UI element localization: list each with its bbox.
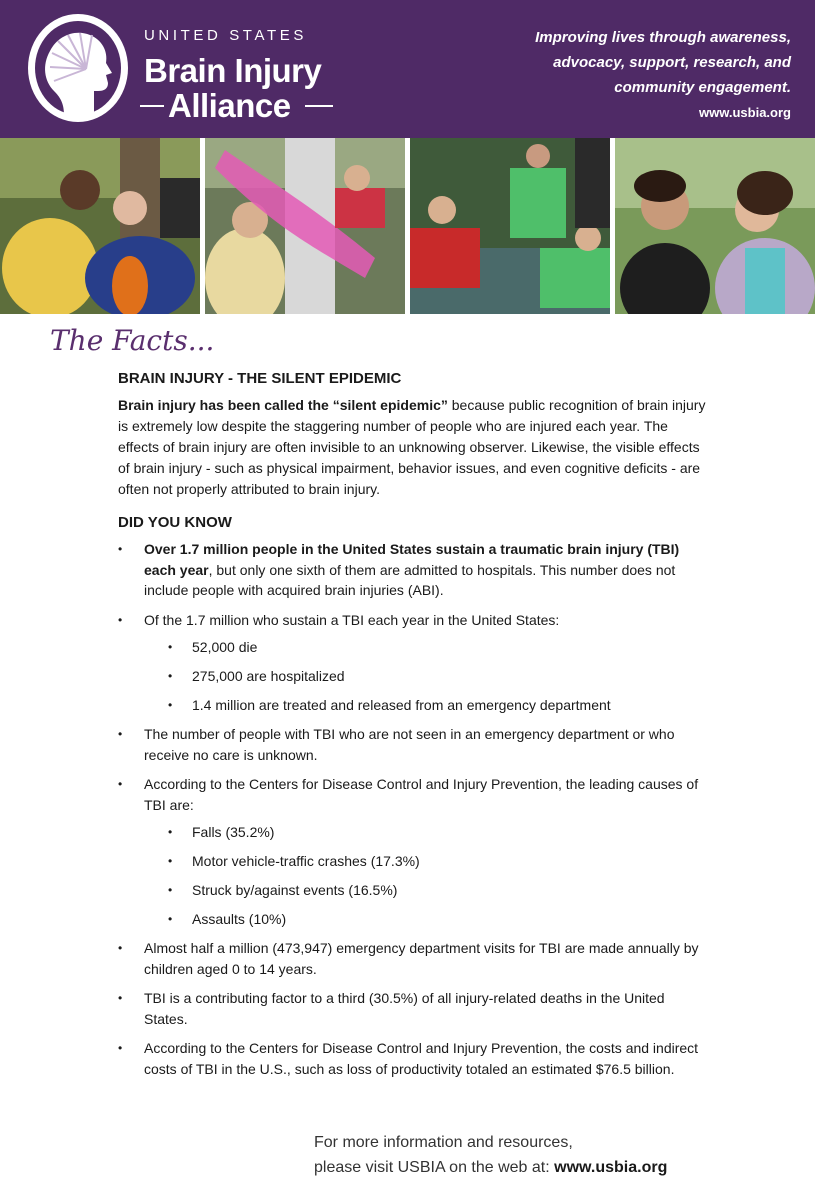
photo-wheelchair-handshake bbox=[410, 138, 610, 314]
brain-alliance-logo-icon bbox=[24, 11, 132, 125]
footer-text: please visit USBIA on the web at: bbox=[314, 1159, 555, 1176]
facts-title: The Facts... bbox=[50, 324, 215, 357]
fact-text: According to the Centers for Disease Control and Injury Prevention, the leading causes of TBI are: bbox=[144, 776, 699, 813]
org-top-label: UNITED STATES bbox=[144, 27, 307, 44]
section-heading-silent-epidemic: BRAIN INJURY - THE SILENT EPIDEMIC bbox=[118, 370, 402, 387]
list-item: • According to the Centers for Disease Control and Injury Prevention, the costs and indirect costs of TBI in the U.S., such as loss of productivity totaled an estimated $76.5 billion. bbox=[118, 1038, 708, 1079]
org-name-rule-right bbox=[305, 105, 333, 107]
facts-list bbox=[118, 539, 708, 1079]
footer-website-link[interactable]: www.usbia.org bbox=[554, 1159, 668, 1176]
org-name-line1: Brain Injury bbox=[144, 52, 322, 89]
header-banner bbox=[0, 0, 815, 138]
intro-bold-lead: Brain injury has been called the “silent epidemic” bbox=[118, 397, 448, 413]
tagline-line: Improving lives through awareness, bbox=[535, 29, 791, 46]
sub-list-item: • 1.4 million are treated and released from an emergency department bbox=[144, 695, 708, 715]
org-name-rule-left bbox=[140, 105, 164, 107]
sub-list-item: • 275,000 are hospitalized bbox=[144, 666, 708, 686]
sub-list-item: • Struck by/against events (16.5%) bbox=[144, 880, 708, 900]
photo-two-women-smiling bbox=[615, 138, 815, 314]
list-item bbox=[118, 774, 708, 929]
footer-line1: For more information and resources, bbox=[314, 1134, 573, 1151]
intro-text: because public recognition of brain injury is extremely low despite the staggering number of people who are injured each year. The effects of brain injury are often invisible to an unknowing observer. Likewise, the visible effects of brain injury - such as physical impairment, behavior issues, and even cognitive deficits - are often not properly attributed to brain injury. bbox=[118, 397, 706, 497]
header-website: www.usbia.org bbox=[699, 105, 791, 120]
fact-text: , but only one sixth of them are admitted to hospitals. This number does not include people with acquired brain injuries (ABI). bbox=[144, 561, 676, 598]
tagline bbox=[481, 25, 791, 100]
list-item bbox=[118, 610, 708, 716]
list-item bbox=[118, 539, 708, 601]
sub-list-item: • Falls (35.2%) bbox=[144, 822, 708, 842]
list-item: • The number of people with TBI who are not seen in an emergency department or who receive no care is unknown. bbox=[118, 724, 708, 765]
more-info-footer bbox=[314, 1130, 667, 1180]
sub-list-item: • 52,000 die bbox=[144, 637, 708, 657]
list-item: • Almost half a million (473,947) emergency department visits for TBI are made annually by children aged 0 to 14 years. bbox=[118, 938, 708, 979]
photo-woman-pink-scarf bbox=[205, 138, 405, 314]
tagline-line: community engagement. bbox=[614, 79, 791, 96]
photo-two-people-outdoors bbox=[0, 138, 200, 314]
intro-paragraph bbox=[118, 395, 708, 500]
sub-list-item: • Motor vehicle-traffic crashes (17.3%) bbox=[144, 851, 708, 871]
fact-text: Of the 1.7 million who sustain a TBI each year in the United States: bbox=[144, 611, 560, 628]
photo-strip bbox=[0, 138, 815, 314]
footer-line2 bbox=[314, 1155, 667, 1180]
facts-content bbox=[118, 370, 708, 1088]
sub-list bbox=[144, 822, 708, 929]
tagline-line: advocacy, support, research, and bbox=[553, 54, 791, 71]
sub-list bbox=[144, 637, 708, 715]
fact-bold-text: Over 1.7 million people in the United States sustain a traumatic brain injury (TBI) each year bbox=[144, 541, 680, 578]
list-item: • TBI is a contributing factor to a third (30.5%) of all injury-related deaths in the United States. bbox=[118, 988, 708, 1029]
sub-list-item: • Assaults (10%) bbox=[144, 909, 708, 929]
section-heading-did-you-know: DID YOU KNOW bbox=[118, 514, 232, 531]
org-name-line2: Alliance bbox=[168, 87, 291, 124]
